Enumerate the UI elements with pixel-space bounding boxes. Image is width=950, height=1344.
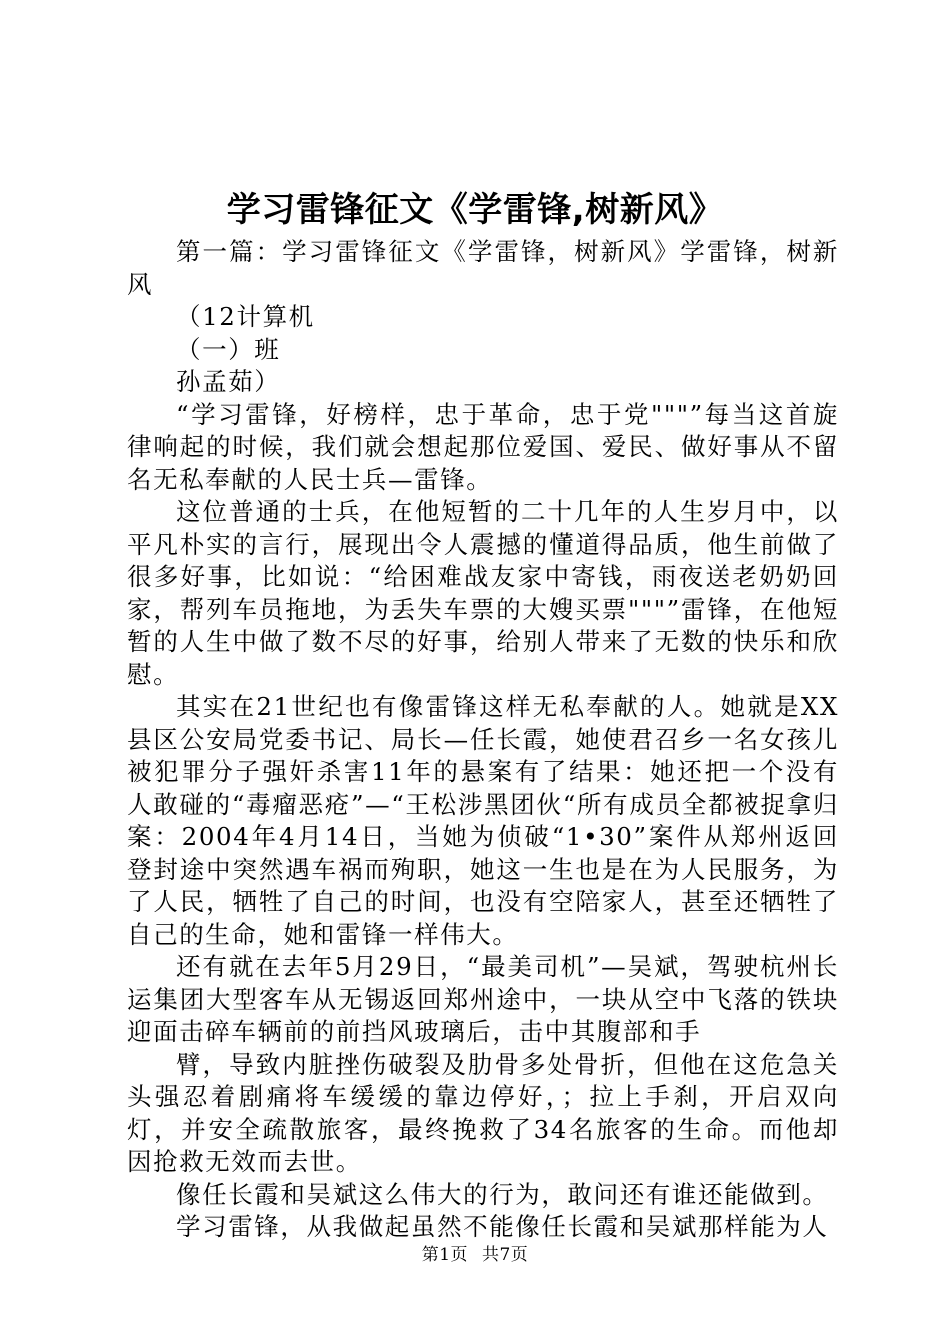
- page-total: 共7页: [481, 1245, 529, 1265]
- document-body: [127, 236, 839, 1244]
- paragraph: 像任长霞和吴斌这么伟大的行为，敢问还有谁还能做到。: [176, 1179, 829, 1209]
- page-number: 第1页: [421, 1245, 469, 1265]
- paragraph: 学习雷锋，从我做起虽然不能像任长霞和吴斌那样能为人: [176, 1212, 829, 1241]
- paragraph: 这位普通的士兵，在他短暂的二十几年的人生岁月中，以平凡朴实的言行，展现出令人震撼的懂道得品质，他生前做了很多好事，比如说：“给困难战友家中寄钱，雨夜送老奶奶回家，帮列车员拖地，为丢失车票的大嫂买票"""”雷锋，在他短暂的人生中做了数不尽的好事，给别人带来了无数的快乐和欣慰。: [127, 497, 839, 689]
- paragraph: “学习雷锋，好榜样，忠于革命，忠于党"""”每当这首旋律响起的时候，我们就会想起那位爱国、爱民、做好事从不留名无私奉献的人民士兵—雷锋。: [127, 399, 839, 494]
- paragraph-class-line: （12计算机: [176, 302, 315, 331]
- paragraph: 还有就在去年5月29日，“最美司机”—吴斌，驾驶杭州长运集团大型客车从无锡返回郑州途中，一块从空中飞落的铁块迎面击碎车辆前的前挡风玻璃后，击中其腹部和手: [127, 952, 839, 1046]
- paragraph-heading: 第一篇：学习雷锋征文《学雷锋，树新风》学雷锋，树新风: [127, 237, 839, 299]
- paragraph-author: 孙孟茹）: [176, 367, 281, 396]
- paragraph-continuation: 臂，导致内脏挫伤破裂及肋骨多处骨折，但他在这危急关头强忍着剧痛将车缓缓的靠边停好，；拉上手刹，开启双向灯，并安全疏散旅客，最终挽救了34名旅客的生命。而他却因抢救无效而去世。: [127, 1049, 839, 1176]
- paragraph-class-line: （一）班: [176, 334, 281, 364]
- paragraph: 其实在21世纪也有像雷锋这样无私奉献的人。她就是XX县区公安局党委书记、局长—任长霞，她使君召乡一名女孩儿被犯罪分子强奸杀害11年的悬案有了结果：她还把一个没有人敢碰的“毒瘤恶疮”—“王松涉黑团伙“所有成员全都被捉拿归案：2004年4月14日，当她为侦破“1•30”案件从郑州返回登封途中突然遇车祸而殉职，她这一生也是在为人民服务，为了人民，牺牲了自己的时间，也没有空陪家人，甚至还牺牲了自己的生命，她和雷锋一样伟大。: [127, 692, 839, 949]
- page-footer: [0, 1243, 950, 1267]
- document-title: 学习雷锋征文《学雷锋,树新风》: [226, 190, 724, 230]
